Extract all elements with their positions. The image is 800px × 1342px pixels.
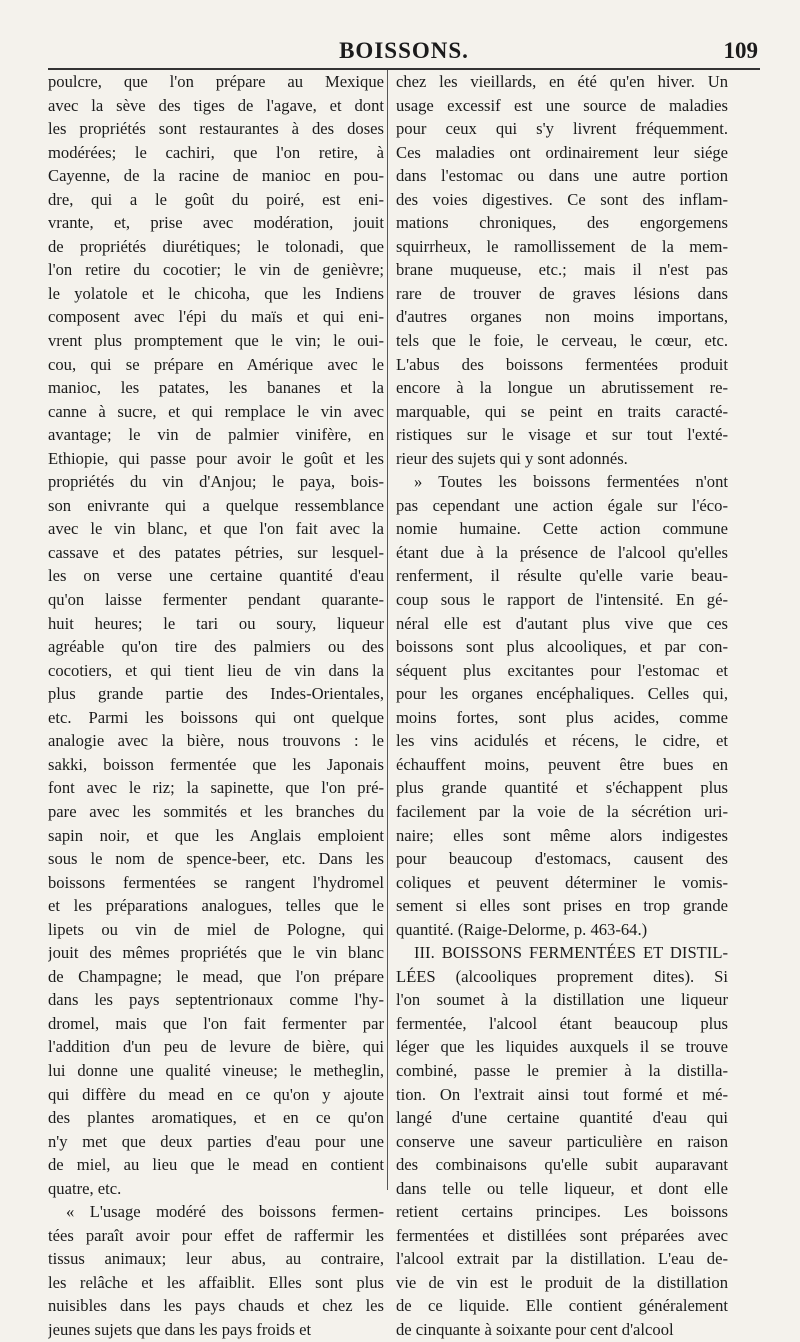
page-number: 109 xyxy=(723,38,758,63)
text-line: d'autres organes non moins importans, xyxy=(396,307,728,327)
text-line: analogie avec la bière, nous trouvons : le xyxy=(48,731,384,751)
text-line: rare de trouver de graves lésions dans xyxy=(396,283,728,303)
text-line: modérées; le cachiri, que l'on retire, à xyxy=(48,142,384,162)
text-line: quantité. (Raige-Delorme, p. 463-64.) xyxy=(396,919,648,939)
text-line: léger que les liquides auxquels il se trouve xyxy=(396,1037,728,1057)
text-line: fermentées et distillées sont préparées avec xyxy=(396,1225,728,1245)
text-line: qui diffère du mead en ce qu'on y ajoute xyxy=(48,1084,384,1104)
text-line: l'alcool extrait par la distillation. L'eau de- xyxy=(396,1249,728,1269)
text-line: dans l'estomac ou dans une autre portion xyxy=(396,166,728,186)
text-line: jouit des mêmes propriétés que le vin blanc xyxy=(48,943,384,963)
text-line: lui donne une qualité vineuse; le metheglin, xyxy=(48,1060,384,1080)
text-line: avantage; le vin de palmier vinifère, en xyxy=(48,425,384,445)
text-line: LÉES (alcooliques proprement dites). Si xyxy=(396,966,728,986)
text-line: plus grande quantité et s'échappent plus xyxy=(396,778,728,798)
text-line: les relâche et les affaiblit. Elles sont plus xyxy=(48,1272,384,1292)
text-line: marquable, qui se peint en traits caracté- xyxy=(396,401,728,421)
text-line: rieur des sujets qui y sont adonnés. xyxy=(396,448,628,468)
text-line: pare avec les sommités et les branches du xyxy=(48,801,384,821)
text-line: l'addition d'un peu de levure de bière, qui xyxy=(48,1037,384,1057)
text-line: sakki, boisson fermentée que les Japonais xyxy=(48,754,384,774)
text-line: dans telle ou telle liqueur, et dont elle xyxy=(396,1178,728,1198)
text-line: ristiques sur le visage et sur tout l'exté- xyxy=(396,425,728,445)
text-line: le yolatole et le chicoha, que les Indiens xyxy=(48,283,384,303)
text-line: les propriétés sont restaurantes à des doses xyxy=(48,119,384,139)
text-line: tissus animaux; leur abus, au contraire, xyxy=(48,1249,384,1269)
text-line: canne à sucre, et qui remplace le vin avec xyxy=(48,401,384,421)
text-line: poulcre, que l'on prépare au Mexique xyxy=(48,72,384,91)
text-line: usage excessif est une source de maladies xyxy=(396,95,728,115)
text-line: coliques et peuvent déterminer le vomis- xyxy=(396,872,728,892)
text-line: pour les organes encéphaliques. Celles qui, xyxy=(396,684,728,704)
text-line: L'abus des boissons fermentées produit xyxy=(396,354,728,374)
text-line: Ethiopie, qui passe pour avoir le goût et les xyxy=(48,448,384,468)
text-line: et les préparations analogues, telles que le xyxy=(48,896,384,916)
text-line: plus grande partie des Indes-Orientales, xyxy=(48,684,384,704)
text-line: encore à la longue un abrutissement re- xyxy=(396,378,728,398)
text-line: cassave et des patates pétries, sur lesquel- xyxy=(48,542,384,562)
text-line: vrante, et, prise avec modération, jouit xyxy=(48,213,384,233)
text-line: facilement par la voie de la sécrétion uri- xyxy=(396,801,728,821)
text-line: Cayenne, de la racine de manioc en pou- xyxy=(48,166,384,186)
text-line: avec la sève des tiges de l'agave, et dont xyxy=(48,95,384,115)
column-divider xyxy=(387,70,388,1190)
text-line: manioc, les patates, les bananes et la xyxy=(48,378,384,398)
running-title: BOISSONS. xyxy=(339,38,469,63)
text-line: de miel, au lieu que le mead en contient xyxy=(48,1155,384,1175)
text-line: « L'usage modéré des boissons fermen- xyxy=(66,1202,384,1222)
text-line: quatre, etc. xyxy=(48,1178,122,1198)
text-line: sapin noir, et que les Anglais emploient xyxy=(48,825,384,845)
text-line: son enivrante qui a quelque ressemblance xyxy=(48,495,384,515)
text-line: sement si elles sont prises en trop grande xyxy=(396,896,728,916)
text-line: renferment, il résulte qu'elle varie beau- xyxy=(396,566,728,586)
text-line: composent avec l'épi du maïs et qui eni- xyxy=(48,307,384,327)
text-line: lipets ou vin de miel de Pologne, qui xyxy=(48,919,384,939)
text-line: vie de vin est le produit de la distillation xyxy=(396,1272,728,1292)
text-line: dans les pays septentrionaux comme l'hy- xyxy=(48,990,384,1010)
text-line: jeunes sujets que dans les pays froids et xyxy=(48,1319,312,1339)
text-line: séquent plus excitantes pour l'estomac et xyxy=(396,660,728,680)
text-line: conserve une saveur particulière en raison xyxy=(396,1131,728,1151)
text-line: tion. On l'extrait ainsi tout formé et mé- xyxy=(396,1084,728,1104)
text-line: propriétés du vin d'Anjou; le paya, bois- xyxy=(48,472,384,492)
text-line: les on verse une certaine quantité d'eau xyxy=(48,566,384,586)
text-line: de propriétés diurétiques; le tolonadi, que xyxy=(48,236,384,256)
text-line: coup sous le rapport de l'intensité. En gé- xyxy=(396,590,728,610)
text-line: cocotiers, et qui tient lieu de vin dans la xyxy=(48,660,384,680)
text-line: squirrheux, le ramollissement de la mem- xyxy=(396,236,728,256)
text-line: tées paraît avoir pour effet de raffermir les xyxy=(48,1225,384,1245)
text-line: retient certains principes. Les boissons xyxy=(396,1202,728,1222)
text-line: pour beaucoup d'estomacs, causent des xyxy=(396,849,728,869)
text-line: tels que le foie, le cerveau, le cœur, etc. xyxy=(396,331,728,351)
text-line: de Champagne; le mead, que l'on prépare xyxy=(48,966,384,986)
text-line: pour ceux qui s'y livrent fréquemment. xyxy=(396,119,728,139)
left-column xyxy=(48,70,384,1342)
text-line: des plantes aromatiques, et en ce qu'on xyxy=(48,1108,384,1128)
text-line: pas cependant une action égale sur l'éco- xyxy=(396,495,728,515)
text-line: III. BOISSONS FERMENTÉES ET DISTIL- xyxy=(414,943,728,963)
text-line: nomie humaine. Cette action commune xyxy=(396,519,728,539)
text-line: dre, qui a le goût du poiré, est eni- xyxy=(48,189,384,209)
text-line: n'y met que deux parties d'eau pour une xyxy=(48,1131,384,1151)
text-line: les vins acidulés et récens, le cidre, et xyxy=(396,731,728,751)
text-line: chez les vieillards, en été qu'en hiver. Un xyxy=(396,72,728,91)
text-line: boissons sont plus alcooliques, et par con- xyxy=(396,637,728,657)
text-line: brane muqueuse, etc.; mais il n'est pas xyxy=(396,260,728,280)
text-line: des voies digestives. Ce sont des inflam- xyxy=(396,189,728,209)
text-line: des combinaisons qu'elle subit auparavant xyxy=(396,1155,728,1175)
text-line: néral elle est d'autant plus vive que ces xyxy=(396,613,728,633)
text-line: mations chroniques, des engorgemens xyxy=(396,213,728,233)
text-line: Ces maladies ont ordinairement leur siége xyxy=(396,142,728,162)
text-line: » Toutes les boissons fermentées n'ont xyxy=(414,472,728,492)
text-line: dromel, mais que l'on fait fermenter par xyxy=(48,1013,384,1033)
text-line: l'on soumet à la distillation une liqueur xyxy=(396,990,728,1010)
text-line: avec le vin blanc, et que l'on fait avec la xyxy=(48,519,384,539)
text-line: sous le nom de spence-beer, etc. Dans les xyxy=(48,849,384,869)
text-line: boissons fermentées se rangent l'hydromel xyxy=(48,872,384,892)
page-header xyxy=(48,38,760,68)
text-line: font avec le riz; la sapinette, que l'on pré- xyxy=(48,778,384,798)
text-line: langé d'une certaine quantité d'eau qui xyxy=(396,1108,728,1128)
text-line: huit heures; le tari ou soury, liqueur xyxy=(48,613,384,633)
text-line: fermentée, l'alcool étant beaucoup plus xyxy=(396,1013,728,1033)
text-line: agréable qu'on tire des palmiers ou des xyxy=(48,637,384,657)
text-line: qu'on laisse fermenter pendant quarante- xyxy=(48,590,384,610)
text-line: moins fortes, sont plus acides, comme xyxy=(396,707,728,727)
text-line: étant due à la présence de l'alcool qu'elles xyxy=(396,542,728,562)
text-line: vrent plus promptement que le vin; le oui- xyxy=(48,331,384,351)
text-line: nuisibles dans les pays chauds et chez les xyxy=(48,1296,384,1316)
text-line: de ce liquide. Elle contient généralement xyxy=(396,1296,728,1316)
text-line: naire; elles sont même alors indigestes xyxy=(396,825,728,845)
right-column xyxy=(396,70,728,1342)
text-line: etc. Parmi les boissons qui ont quelque xyxy=(48,707,384,727)
text-line: l'on retire du cocotier; le vin de genièvre; xyxy=(48,260,384,280)
text-line: échauffent moins, peuvent être bues en xyxy=(396,754,728,774)
text-line: combiné, passe le premier à la distilla- xyxy=(396,1060,728,1080)
text-line: cou, qui se prépare en Amérique avec le xyxy=(48,354,384,374)
text-line: de cinquante à soixante pour cent d'alcool xyxy=(396,1319,674,1339)
